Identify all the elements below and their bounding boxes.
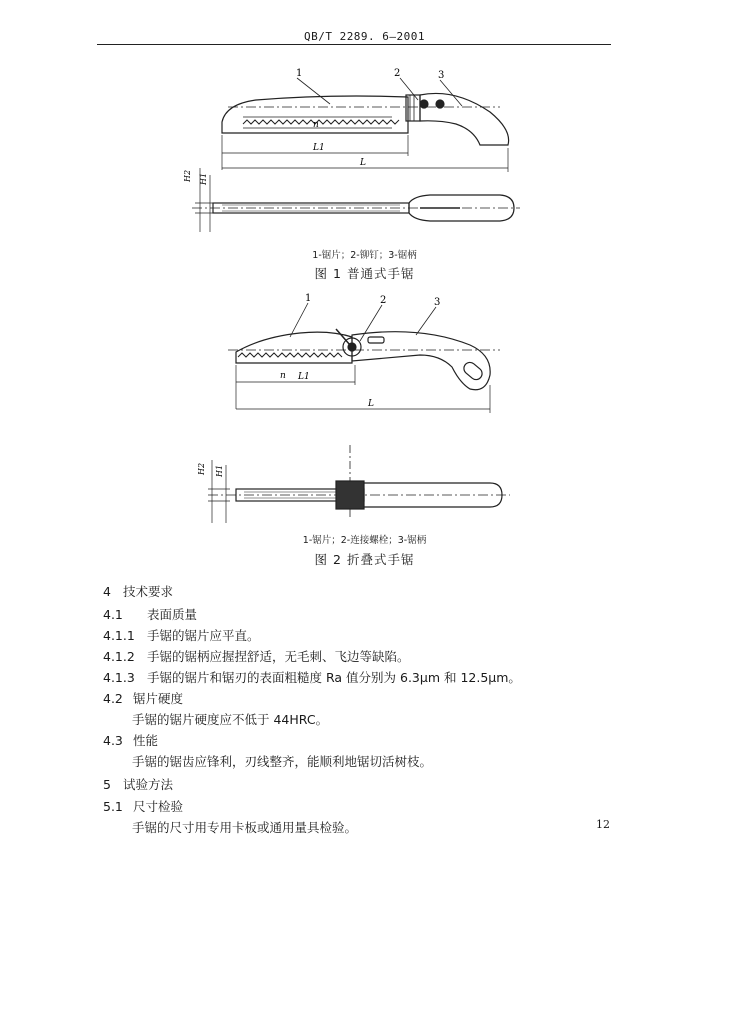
- fig1-callout-3: 3: [438, 70, 445, 81]
- fig2-callout-1: 1: [305, 293, 312, 304]
- fig2-handle: [352, 332, 490, 390]
- fig1-rivet-2: [436, 100, 444, 108]
- fig1-rivet-1: [420, 100, 428, 108]
- fig2-side-bolt: [336, 481, 364, 509]
- section-4-2-heading: 4.2 锯片硬度: [103, 691, 184, 706]
- fig1-callout-1: 1: [296, 68, 303, 79]
- fig1-dim-l: L: [360, 158, 366, 168]
- section-4-3-heading: 4.3 性能: [103, 733, 159, 748]
- section-4-1-2: 4.1.2 手锯的锯柄应握捏舒适，无毛刺、飞边等缺陷。: [103, 649, 410, 664]
- figure-2-legend: 1-锯片；2-连接螺栓；3-锯柄: [302, 535, 427, 546]
- fig1-dim-h1: H1: [199, 172, 208, 185]
- section-4-heading: 4 技术要求: [103, 584, 174, 599]
- fig2-blade: [236, 332, 352, 363]
- section-4-1-1: 4.1.1 手锯的锯片应平直。: [103, 628, 260, 643]
- fig2-dim-l: L: [368, 399, 374, 409]
- page-number: 12: [596, 818, 610, 831]
- fig2-dim-h2: H2: [197, 462, 206, 475]
- section-5-1-text: 手锯的尺寸用专用卡板或通用量具检验。: [132, 820, 358, 835]
- fig2-callout-3: 3: [434, 297, 441, 308]
- standard-number-header: QB/T 2289. 6—2001: [303, 30, 426, 43]
- section-4-3-text: 手锯的锯齿应锋利，刃线整齐，能顺利地锯切活树枝。: [132, 754, 433, 769]
- section-4-1-heading: 4.1 表面质量: [103, 607, 198, 622]
- fig1-dim-h2: H2: [183, 169, 192, 182]
- fig2-dim-h1: H1: [215, 464, 224, 477]
- section-5-1-heading: 5.1 尺寸检验: [103, 799, 184, 814]
- fig2-dim-l1: L1: [298, 372, 310, 382]
- fig2-callout-2: 2: [380, 295, 387, 306]
- section-4-1-3: 4.1.3 手锯的锯片和锯刃的表面粗糙度 Ra 值分别为 6.3μm 和 12.5μm。: [103, 670, 521, 685]
- figure-1-drawing: [0, 0, 729, 260]
- figure-1-legend: 1-锯片；2-铆钉；3-锯柄: [312, 250, 417, 261]
- fig1-dim-l1: L1: [313, 143, 325, 153]
- section-4-2-text: 手锯的锯片硬度应不低于 44HRC。: [132, 712, 329, 727]
- fig1-handle: [420, 93, 509, 145]
- figure-2-caption: 图 2 折叠式手锯: [314, 552, 415, 567]
- section-5-heading: 5 试验方法: [103, 777, 174, 792]
- fig1-callout-2: 2: [394, 68, 401, 79]
- figure-2-drawing: [0, 285, 729, 535]
- fig1-dim-n: n: [313, 120, 319, 130]
- figure-1-caption: 图 1 普通式手锯: [314, 266, 415, 281]
- fig2-dim-n: n: [280, 371, 286, 381]
